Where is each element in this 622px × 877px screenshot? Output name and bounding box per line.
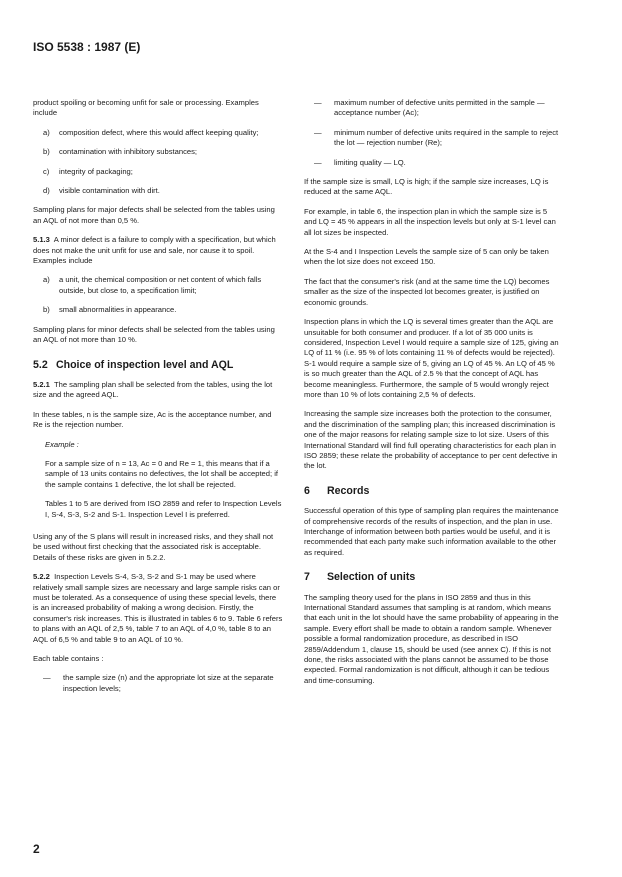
selection-paragraph: The sampling theory used for the plans in ISO 2859 and thus in this International Standard assumes that sampling is at random, which means that each unit in the lot should have the same probability of appearing in the sample. Every effort shall be made to obtain a random sample. Whenever possible a formal randomization procedure, as described in ISO 2859/Addendum 1, clause 15, should be used (see annex C). If this is not done, the risks associated with the plans cannot be assumed to be those expected. Formal randomization is not difficult, although it can be tedious and time-consuming. [304, 592, 559, 685]
major-plans-paragraph: Sampling plans for major defects shall be selected from the tables using an AQL of not more than 0,5 %. [33, 205, 275, 225]
list-item: — maximum number of defective units permitted in the sample — acceptance number (Ac); [314, 98, 545, 118]
list-item: a) composition defect, where this would affect keeping quality; [43, 127, 259, 137]
left-column [33, 98, 283, 703]
minor-plans-paragraph: Sampling plans for minor defects shall be selected from the tables using an AQL of not more than 10 %. [33, 324, 275, 345]
tables-definition: In these tables, n is the sample size, Ac is the acceptance number, and Re is the rejection number. [33, 409, 272, 430]
records-paragraph: Successful operation of this type of sampling plan requires the maintenance of comprehensive records of the results of inspection, and the plan in use. Interchange of information between both parties would be useful, and it is recommended that each party make such information available to the other as required. [304, 506, 559, 557]
intro-paragraph: product spoiling or becoming unfit for sale or processing. Examples include [33, 98, 259, 118]
list-item: d) visible contamination with dirt. [43, 186, 160, 196]
section-heading-6: 6 Records [304, 484, 370, 497]
list-item: — limiting quality — LQ. [314, 157, 406, 167]
clause-5-2-2: 5.2.2 Inspection Levels S-4, S-3, S-2 and S-1 may be used where relatively small sample sizes are necessary and large sample risks can or must be tolerated. As a consequence of using these special levels, there is an increased probability of making a wrong decision. Firstly, the consumer's risk increases. This is illustrated in tables 6 to 9. Table 6 refers to plans with an AQL of 2,5 %, table 7 to an AQL of 4,0 %, table 8 to an AQL of 6,5 % and table 9 to an AQL of 10 %. [33, 572, 283, 644]
section-heading-5-2: 5.2 Choice of inspection level and AQL [33, 358, 234, 371]
list-item: b) contamination with inhibitory substances; [43, 147, 198, 157]
paragraph: If the sample size is small, LQ is high; if the sample size increases, LQ is reduced at the same AQL. [304, 177, 549, 197]
right-column [304, 98, 559, 695]
example-text: For a sample size of n = 13, Ac = 0 and Re = 1, this means that if a sample of 13 units contains no defectives, the lot shall be accepted; if the sample contains 1 defective, the lot shall be rejected. [45, 458, 279, 489]
s-plans-paragraph: Using any of the S plans will result in increased risks, and they shall not be used without first checking that the associated risk is acceptable. Details of these risks are given in 5.2.2. [33, 531, 274, 562]
clause-5-2-1: 5.2.1 The sampling plan shall be selected from the tables, using the lot size and the agreed AQL. [33, 379, 273, 400]
paragraph: Inspection plans in which the LQ is several times greater than the AQL are unsuitable for both consumer and producer. If a lot of 35 000 units is considered, Inspection Level I would require a sample size of 125, giving an LQ of 11 % (i.e. 95 % of lots containing 11 % of defects would be rejected). S-1 would require a sample size of 5, giving an LQ of 45 %. An LQ of 45 % is so much greater than the AQL of 2.5 % that the concept of AQL has become meaningless. Furthermore, the sample of 5 would wrongly reject more than 10 % of lots containing 2,5 % of defects. [304, 317, 559, 399]
document-header: ISO 5538 : 1987 (E) [33, 40, 141, 54]
example-label: Example : [45, 439, 79, 449]
clause-5-1-3: 5.1.3 A minor defect is a failure to comply with a specification, but which does not make the unit unfit for use and sale, nor cause it to spoil. Examples include [33, 235, 276, 266]
list-item: — the sample size (n) and the appropriate lot size at the separate inspection levels; [43, 673, 274, 693]
tables-note: Tables 1 to 5 are derived from ISO 2859 and refer to Inspection Levels I, S-4, S-3, S-2 and S-1. Inspection Level I is preferred. [45, 499, 282, 519]
each-table-contains: Each table contains : [33, 654, 104, 664]
paragraph: For example, in table 6, the inspection plan in which the sample size is 5 and LQ = 45 % appears in all the inspection levels but only at S-1 level can all lot sizes be inspected. [304, 206, 556, 237]
paragraph: The fact that the consumer's risk (and at the same time the LQ) becomes smaller as the size of the inspected lot becomes greater, is justified on economic grounds. [304, 276, 550, 307]
list-item: c) integrity of packaging; [43, 166, 133, 176]
major-defect-examples [43, 128, 283, 197]
minor-defect-examples [43, 275, 283, 315]
list-item: — minimum number of defective units required in the sample to reject the lot — rejection number (Re); [314, 127, 559, 148]
section-heading-7: 7 Selection of units [304, 571, 416, 584]
page-number: 2 [33, 842, 40, 856]
paragraph: Increasing the sample size increases both the protection to the consumer, and the discrimination of the sampling plan; this increased discrimination is one of the major reasons for relating sample size to lot size. Users of this International Standard will find full operating characteristics for each plan in ISO 2859; these relate the probability of acceptance to per cent defective in the lot. [304, 409, 558, 471]
paragraph: At the S-4 and I Inspection Levels the sample size of 5 can only be taken when the lot size does not exceed 150. [304, 247, 549, 267]
list-item: b) small abnormalities in appearance. [43, 305, 177, 315]
list-item: a) a unit, the chemical composition or net content of which falls outside, but close to, a specification limit; [43, 275, 262, 295]
